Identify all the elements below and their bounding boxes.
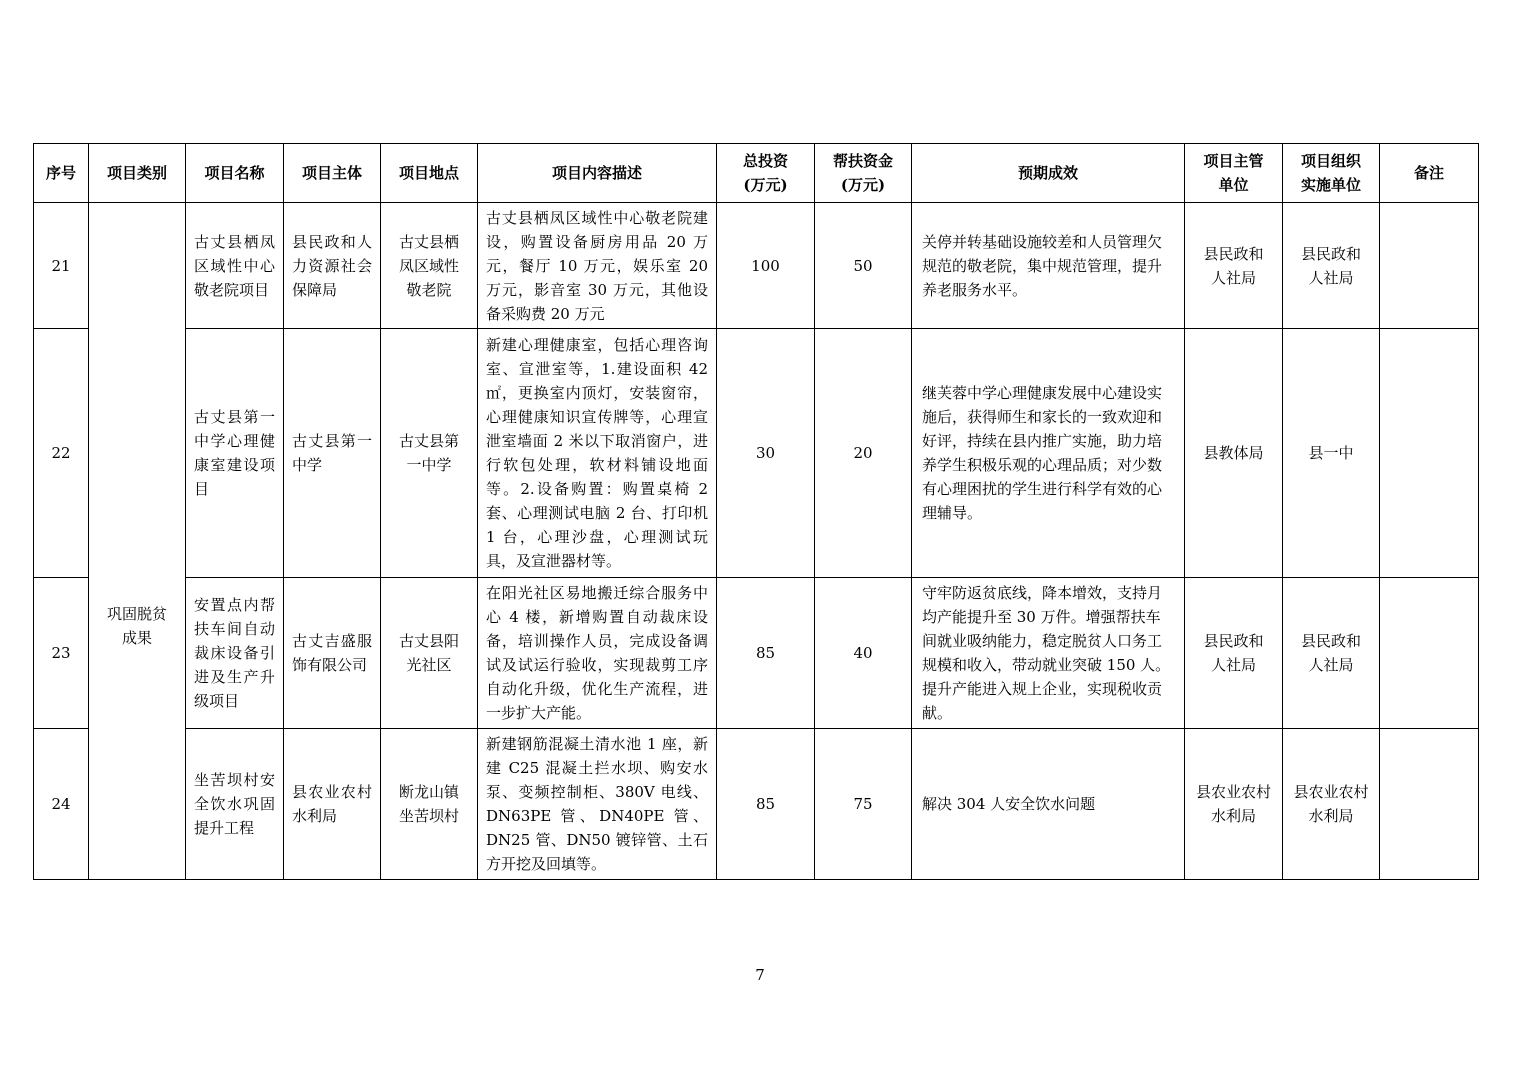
header-remark: 备注 (1380, 144, 1479, 203)
page-number: 7 (755, 966, 765, 984)
header-implementer: 项目组织 实施单位 (1283, 144, 1380, 203)
cell-description: 新建心理健康室，包括心理咨询室、宣泄室等，1.建设面积 42 ㎡，更换室内顶灯，安装窗帘，心理健康知识宣传牌等，心理宣泄室墙面 2 米以下取消窗户，进行软包处理，软材料铺设地面等。2.设备购置：购置桌椅 2 套、心理测试电脑 2 台、打印机 1 台，心理沙盘，心理测试玩具，及宣泄器材等。 (478, 329, 717, 578)
cell-aid: 50 (815, 203, 912, 329)
cell-implementer: 县民政和人社局 (1283, 578, 1380, 729)
cell-outcome: 解决 304 人安全饮水问题 (912, 729, 1185, 880)
cell-implementer: 县一中 (1283, 329, 1380, 578)
header-total-investment: 总投资 (万元) (717, 144, 815, 203)
cell-name: 古丈县第一中学心理健康室建设项目 (186, 329, 284, 578)
header-outcome: 预期成效 (912, 144, 1185, 203)
cell-supervisor: 县民政和人社局 (1185, 578, 1283, 729)
cell-subject: 县民政和人力资源社会保障局 (284, 203, 381, 329)
cell-seq: 22 (34, 329, 89, 578)
cell-total: 100 (717, 203, 815, 329)
table-row (34, 203, 1479, 329)
cell-total: 85 (717, 729, 815, 880)
cell-location: 古丈县阳光社区 (381, 578, 478, 729)
cell-remark (1380, 729, 1479, 880)
cell-subject: 县农业农村水利局 (284, 729, 381, 880)
project-table (33, 143, 1479, 880)
cell-total: 30 (717, 329, 815, 578)
cell-supervisor: 县教体局 (1185, 329, 1283, 578)
cell-name: 安置点内帮扶车间自动裁床设备引进及生产升级项目 (186, 578, 284, 729)
table-row (34, 578, 1479, 729)
cell-outcome: 关停并转基础设施较差和人员管理欠规范的敬老院，集中规范管理，提升养老服务水平。 (912, 203, 1185, 329)
cell-description: 古丈县栖凤区域性中心敬老院建设，购置设备厨房用品 20 万元，餐厅 10 万元，娱乐室 20 万元，影音室 30 万元，其他设备采购费 20 万元 (478, 203, 717, 329)
cell-seq: 21 (34, 203, 89, 329)
cell-subject: 古丈吉盛服饰有限公司 (284, 578, 381, 729)
table-row (34, 329, 1479, 578)
cell-implementer: 县农业农村水利局 (1283, 729, 1380, 880)
cell-total: 85 (717, 578, 815, 729)
header-aid-funds: 帮扶资金 (万元) (815, 144, 912, 203)
cell-name: 古丈县栖凤区域性中心敬老院项目 (186, 203, 284, 329)
cell-seq: 23 (34, 578, 89, 729)
cell-description: 新建钢筋混凝土清水池 1 座，新建 C25 混凝土拦水坝、购安水泵、变频控制柜、380V 电线、DN63PE 管、DN40PE 管、DN25 管、DN50 镀锌管、土石方开挖及回填等。 (478, 729, 717, 880)
cell-aid: 20 (815, 329, 912, 578)
header-subject: 项目主体 (284, 144, 381, 203)
header-seq: 序号 (34, 144, 89, 203)
cell-name: 坐苦坝村安全饮水巩固提升工程 (186, 729, 284, 880)
cell-remark (1380, 578, 1479, 729)
cell-aid: 40 (815, 578, 912, 729)
header-description: 项目内容描述 (478, 144, 717, 203)
cell-category: 巩固脱贫成果 (89, 203, 186, 880)
header-location: 项目地点 (381, 144, 478, 203)
cell-subject: 古丈县第一中学 (284, 329, 381, 578)
cell-location: 古丈县栖凤区域性敬老院 (381, 203, 478, 329)
cell-remark (1380, 203, 1479, 329)
cell-location: 古丈县第一中学 (381, 329, 478, 578)
cell-aid: 75 (815, 729, 912, 880)
cell-outcome: 继芙蓉中学心理健康发展中心建设实施后，获得师生和家长的一致欢迎和好评，持续在县内推广实施，助力培养学生积极乐观的心理品质；对少数有心理困扰的学生进行科学有效的心理辅导。 (912, 329, 1185, 578)
cell-seq: 24 (34, 729, 89, 880)
header-supervisor: 项目主管 单位 (1185, 144, 1283, 203)
cell-description: 在阳光社区易地搬迁综合服务中心 4 楼，新增购置自动裁床设备，培训操作人员，完成设备调试及试运行验收，实现裁剪工序自动化升级，优化生产流程，进一步扩大产能。 (478, 578, 717, 729)
cell-remark (1380, 329, 1479, 578)
table-row (34, 729, 1479, 880)
cell-outcome: 守牢防返贫底线，降本增效，支持月均产能提升至 30 万件。增强帮扶车间就业吸纳能力，稳定脱贫人口务工规模和收入，带动就业突破 150 人。提升产能进入规上企业，实现税收贡献。 (912, 578, 1185, 729)
header-row (34, 144, 1479, 203)
header-category: 项目类别 (89, 144, 186, 203)
header-name: 项目名称 (186, 144, 284, 203)
cell-implementer: 县民政和人社局 (1283, 203, 1380, 329)
cell-location: 断龙山镇坐苦坝村 (381, 729, 478, 880)
cell-supervisor: 县民政和人社局 (1185, 203, 1283, 329)
cell-supervisor: 县农业农村水利局 (1185, 729, 1283, 880)
